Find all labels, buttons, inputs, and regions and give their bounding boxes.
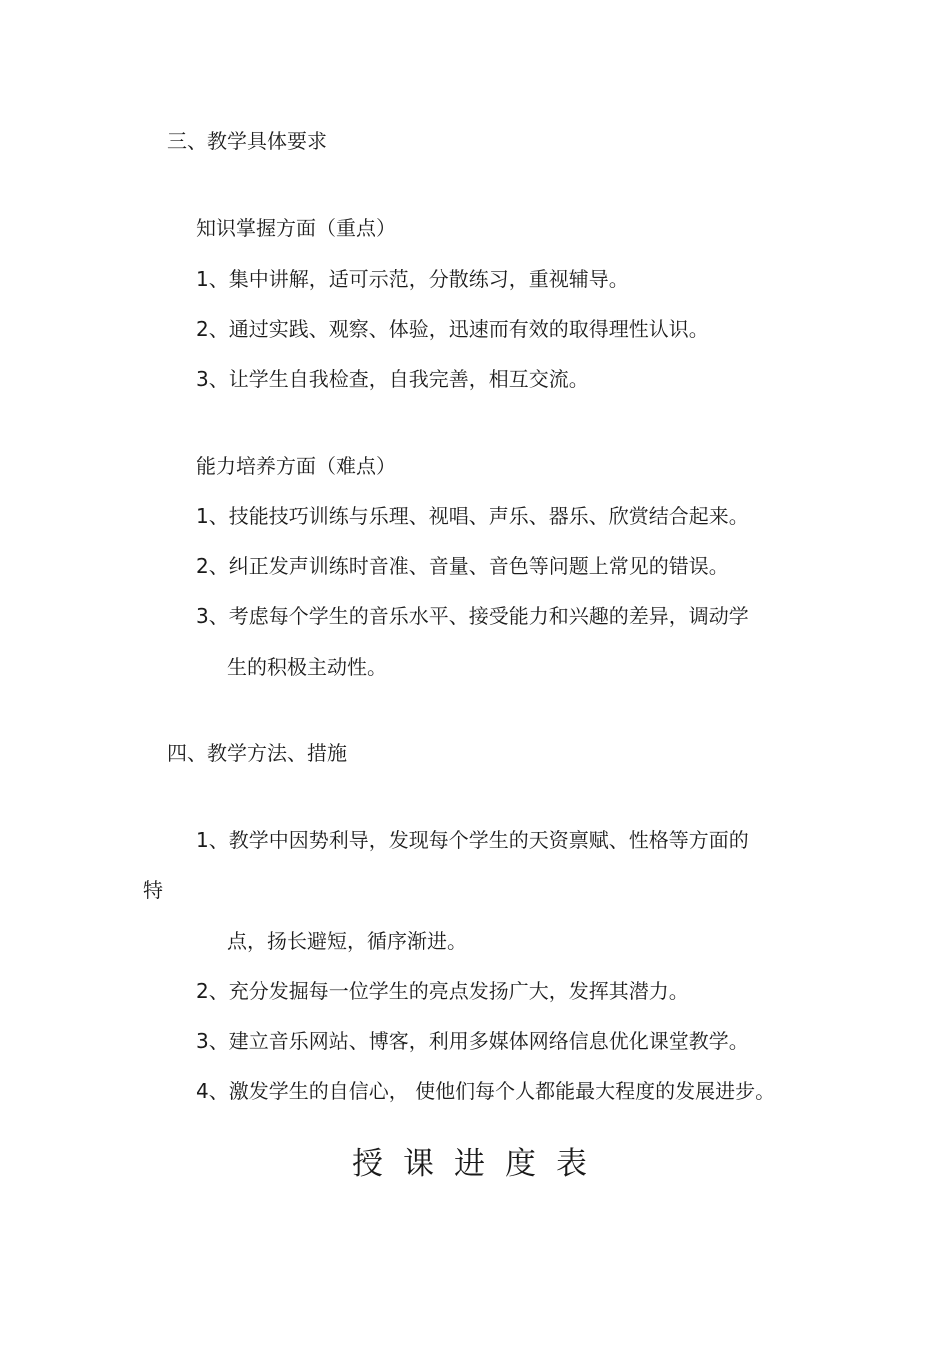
section3-heading: 三、教学具体要求 — [167, 129, 327, 153]
method-item-4: 4、激发学生的自信心， 使他们每个人都能最大程度的发展进步。 — [196, 1079, 776, 1103]
knowledge-item-1: 1、集中讲解，适可示范，分散练习，重视辅导。 — [196, 267, 629, 291]
method-item-2: 2、充分发掘每一位学生的亮点发扬广大，发挥其潜力。 — [196, 979, 689, 1003]
ability-item-3: 3、考虑每个学生的音乐水平、接受能力和兴趣的差异，调动学 — [196, 604, 749, 628]
ability-item-1: 1、技能技巧训练与乐理、视唱、声乐、器乐、欣赏结合起来。 — [196, 504, 749, 528]
method-item-1-wrap: 特 — [143, 878, 163, 902]
method-item-1: 1、教学中因势利导，发现每个学生的天资禀赋、性格等方面的 — [196, 828, 749, 852]
schedule-title: 授课进度表 — [352, 1146, 607, 1182]
knowledge-heading: 知识掌握方面（重点） — [196, 216, 396, 240]
method-item-1-continued: 点，扬长避短，循序渐进。 — [227, 929, 467, 953]
knowledge-item-3: 3、让学生自我检查，自我完善，相互交流。 — [196, 367, 589, 391]
ability-heading: 能力培养方面（难点） — [196, 454, 396, 478]
section4-heading: 四、教学方法、措施 — [167, 741, 347, 765]
ability-item-3-continued: 生的积极主动性。 — [227, 655, 387, 679]
knowledge-item-2: 2、通过实践、观察、体验，迅速而有效的取得理性认识。 — [196, 317, 709, 341]
method-item-3: 3、建立音乐网站、博客，利用多媒体网络信息优化课堂教学。 — [196, 1029, 749, 1053]
ability-item-2: 2、纠正发声训练时音准、音量、音色等问题上常见的错误。 — [196, 554, 729, 578]
